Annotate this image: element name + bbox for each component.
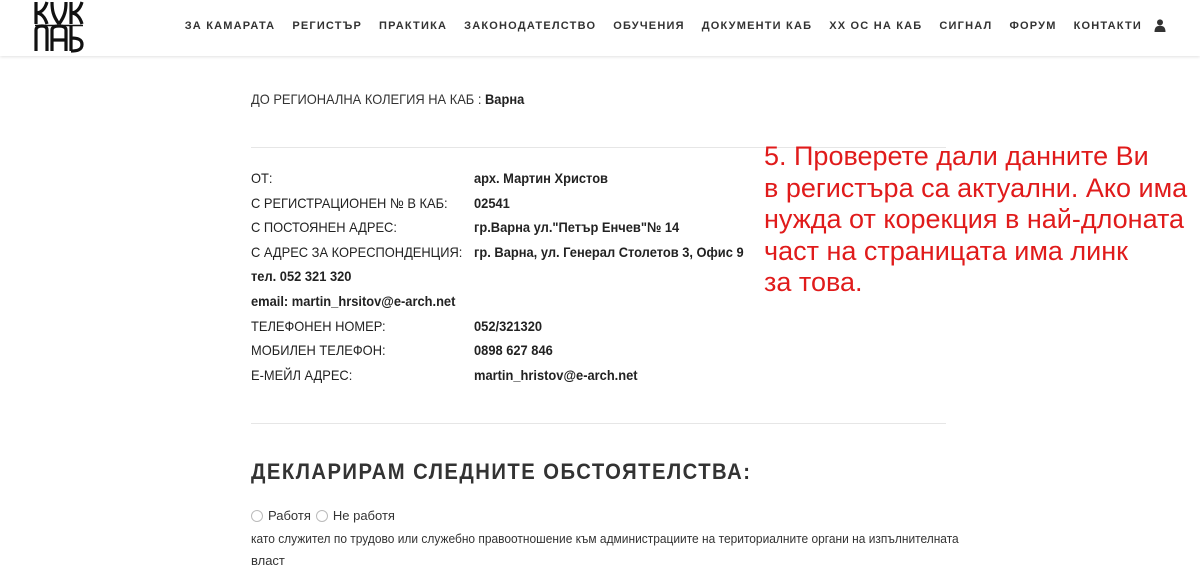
nav-item-obucheniya[interactable]: ОБУЧЕНИЯ xyxy=(613,20,685,32)
email-value: martin_hristov@e-arch.net xyxy=(474,367,638,383)
annotation-line: 5. Проверете дали данните Ви xyxy=(764,141,1149,171)
instruction-annotation xyxy=(764,141,1194,299)
nav-item-registar[interactable]: РЕГИСТЪР xyxy=(292,20,363,32)
annotation-line: в регистъра са актуални. Ако има xyxy=(764,172,1188,203)
radio-not-work-label[interactable]: Не работя xyxy=(332,508,395,523)
user-icon[interactable] xyxy=(1154,19,1166,32)
radio-work[interactable] xyxy=(251,510,263,522)
correspondence-value: гр. Варна, ул. Генерал Столетов 3, Офис 9 xyxy=(474,244,744,260)
annotation-line: нужда от корекция в най-длоната xyxy=(764,204,1185,234)
nav-item-kontakti[interactable]: КОНТАКТИ xyxy=(1073,20,1142,32)
reg-number-label: С РЕГИСТРАЦИОНЕН № В КАБ: xyxy=(251,195,448,211)
nav-item-za-kamarata[interactable]: ЗА КАМАРАТА xyxy=(184,20,276,32)
phone-label: ТЕЛЕФОНЕН НОМЕР: xyxy=(251,318,386,334)
address-value: гр.Варна ул."Петър Енчев"№ 14 xyxy=(474,219,680,235)
reg-number-value: 02541 xyxy=(474,195,510,211)
nav-item-forum[interactable]: ФОРУМ xyxy=(1009,20,1057,32)
from-value: арх. Мартин Христов xyxy=(474,170,608,186)
site-header xyxy=(0,0,1200,56)
email-line: email: martin_hrsitov@e-arch.net xyxy=(251,293,456,309)
mobile-label: МОБИЛЕН ТЕЛЕФОН: xyxy=(251,342,386,358)
employment-radio-group xyxy=(251,508,400,523)
recipient-label: ДО РЕГИОНАЛНА КОЛЕГИЯ НА КАБ : xyxy=(251,91,485,107)
radio-not-work[interactable] xyxy=(316,510,328,522)
nav-item-zakonodatelstvo[interactable]: ЗАКОНОДАТЕЛСТВО xyxy=(464,20,597,32)
declaration-heading: ДЕКЛАРИРАМ СЛЕДНИТЕ ОБСТОЯТЕЛСТВА: xyxy=(251,459,752,484)
nav-item-signal[interactable]: СИГНАЛ xyxy=(939,20,993,32)
tel-line: тел. 052 321 320 xyxy=(251,268,352,284)
annotation-line: част на страницата има линк xyxy=(764,235,1128,266)
declaration-description-cont: власт xyxy=(251,553,285,568)
recipient-line xyxy=(251,91,524,107)
recipient-value: Варна xyxy=(484,91,525,107)
email-label: Е-МЕЙЛ АДРЕС: xyxy=(251,367,353,383)
nav-item-xx-os-na-kab[interactable]: XX ОС НА КАБ xyxy=(829,20,923,32)
nav-item-dokumenti-kab[interactable]: ДОКУМЕНТИ КАБ xyxy=(701,20,813,32)
from-label: ОТ: xyxy=(251,170,273,186)
annotation-line: за това. xyxy=(764,267,863,297)
main-nav xyxy=(168,18,1142,34)
divider xyxy=(251,423,946,424)
declaration-description: като служител по трудово или служебно правоотношение към администрациите на териториалните органи на изпълнителната xyxy=(251,531,959,546)
phone-value: 052/321320 xyxy=(474,318,543,334)
address-label: С ПОСТОЯНЕН АДРЕС: xyxy=(251,219,397,235)
kab-logo[interactable] xyxy=(33,0,85,53)
radio-work-label[interactable]: Работя xyxy=(268,508,311,523)
mobile-value: 0898 627 846 xyxy=(474,342,553,358)
correspondence-label: С АДРЕС ЗА КОРЕСПОНДЕНЦИЯ: xyxy=(251,244,463,260)
nav-item-praktika[interactable]: ПРАКТИКА xyxy=(379,20,448,32)
